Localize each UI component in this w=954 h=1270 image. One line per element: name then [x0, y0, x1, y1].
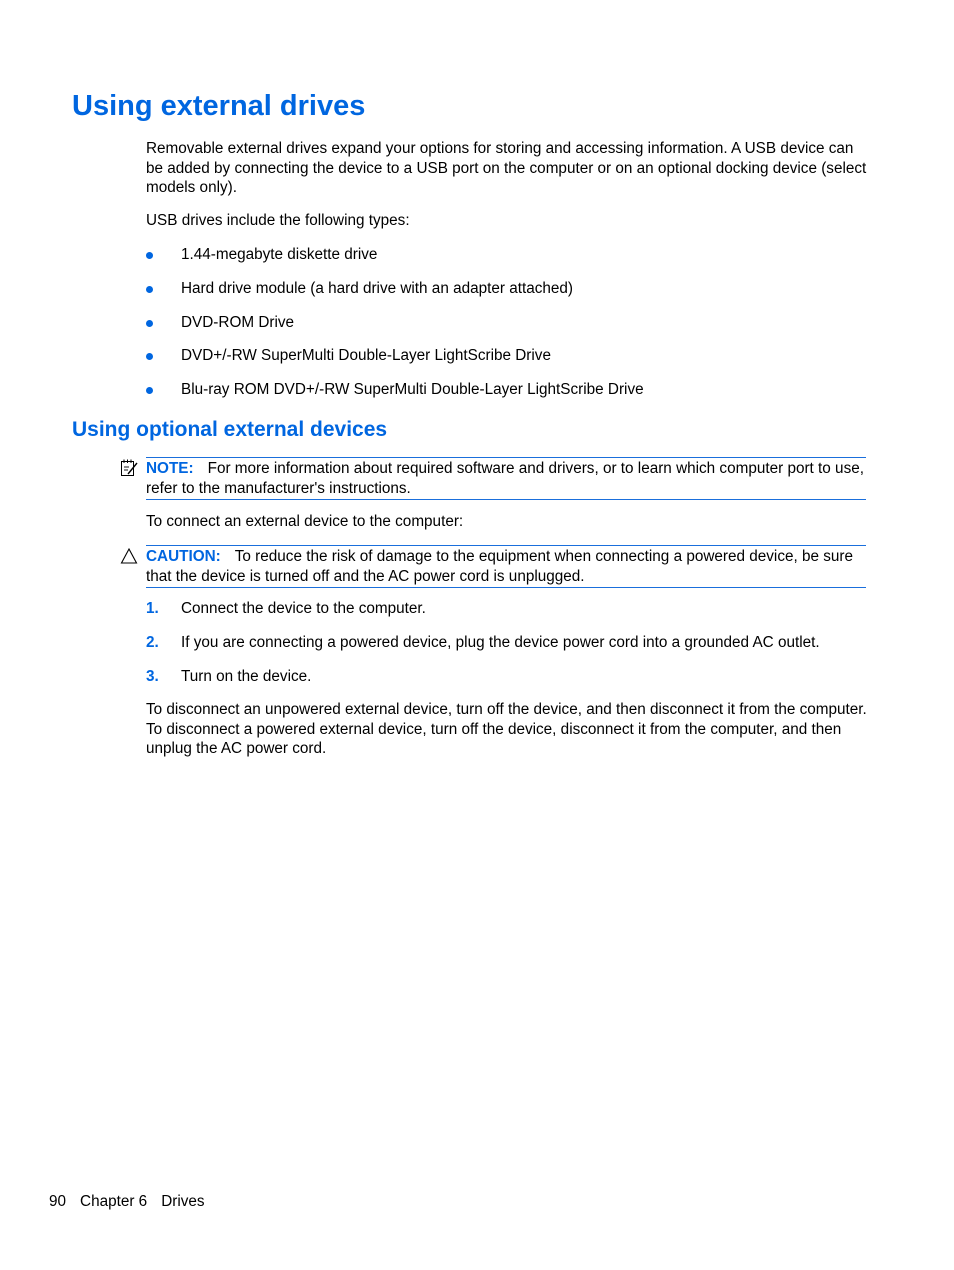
step-number: 2. [146, 633, 159, 651]
note-text: For more information about required software and drivers, or to learn which computer port to use, refer to the manufacturer's instructions. [146, 460, 864, 497]
page-title: Using external drives [72, 90, 366, 122]
step-text: Connect the device to the computer. [181, 600, 426, 617]
types-lead-paragraph: USB drives include the following types: [146, 212, 410, 229]
step-text: If you are connecting a powered device, plug the device power cord into a grounded AC outlet. [181, 633, 820, 651]
list-item [146, 380, 870, 414]
page-number: 90 [49, 1193, 67, 1210]
footer-chapter-title: Drives [161, 1193, 205, 1210]
disconnect-paragraph: To disconnect an unpowered external device, turn off the device, and then disconnect it from the computer. To disconnect a powered external device, turn off the device, disconnect it from the computer, and then unplug the AC power cord. [146, 701, 867, 757]
bullet-icon [146, 320, 153, 327]
intro-paragraph: Removable external drives expand your options for storing and accessing information. A USB device can be added by connecting the device to a USB port on the computer or on an optional docking device (select models only). [146, 140, 867, 196]
list-item [146, 667, 870, 701]
step-number: 1. [146, 600, 159, 617]
list-item-text: DVD+/-RW SuperMulti Double-Layer LightScribe Drive [181, 347, 551, 365]
connect-lead-paragraph: To connect an external device to the computer: [146, 513, 464, 530]
page-footer [49, 1192, 219, 1212]
footer-chapter: Chapter 6 [80, 1193, 148, 1210]
note-pad-icon [120, 459, 138, 477]
bullet-icon [146, 353, 153, 360]
list-item [146, 245, 870, 279]
note-label: NOTE: [146, 460, 194, 477]
caution-triangle-icon [120, 547, 138, 565]
bullet-icon [146, 252, 153, 259]
steps-list [146, 599, 870, 700]
step-number: 3. [146, 667, 159, 685]
caution-label: CAUTION: [146, 548, 221, 565]
step-text: Turn on the device. [181, 667, 312, 685]
list-item-text: Blu-ray ROM DVD+/-RW SuperMulti Double-Layer LightScribe Drive [181, 381, 644, 399]
bullet-icon [146, 286, 153, 293]
bullet-icon [146, 387, 153, 394]
list-item [146, 599, 870, 633]
list-item-text: DVD-ROM Drive [181, 313, 295, 331]
section-title: Using optional external devices [72, 418, 388, 441]
list-item [146, 279, 870, 313]
caution-callout [146, 545, 866, 588]
list-item [146, 346, 870, 380]
drive-types-list [146, 245, 870, 414]
list-item-text: 1.44-megabyte diskette drive [181, 246, 378, 263]
note-callout [146, 457, 866, 500]
caution-text: To reduce the risk of damage to the equipment when connecting a powered device, be sure that the device is turned off and the AC power cord is unplugged. [146, 548, 853, 585]
list-item [146, 313, 870, 347]
list-item [146, 633, 870, 667]
list-item-text: Hard drive module (a hard drive with an adapter attached) [181, 279, 573, 297]
